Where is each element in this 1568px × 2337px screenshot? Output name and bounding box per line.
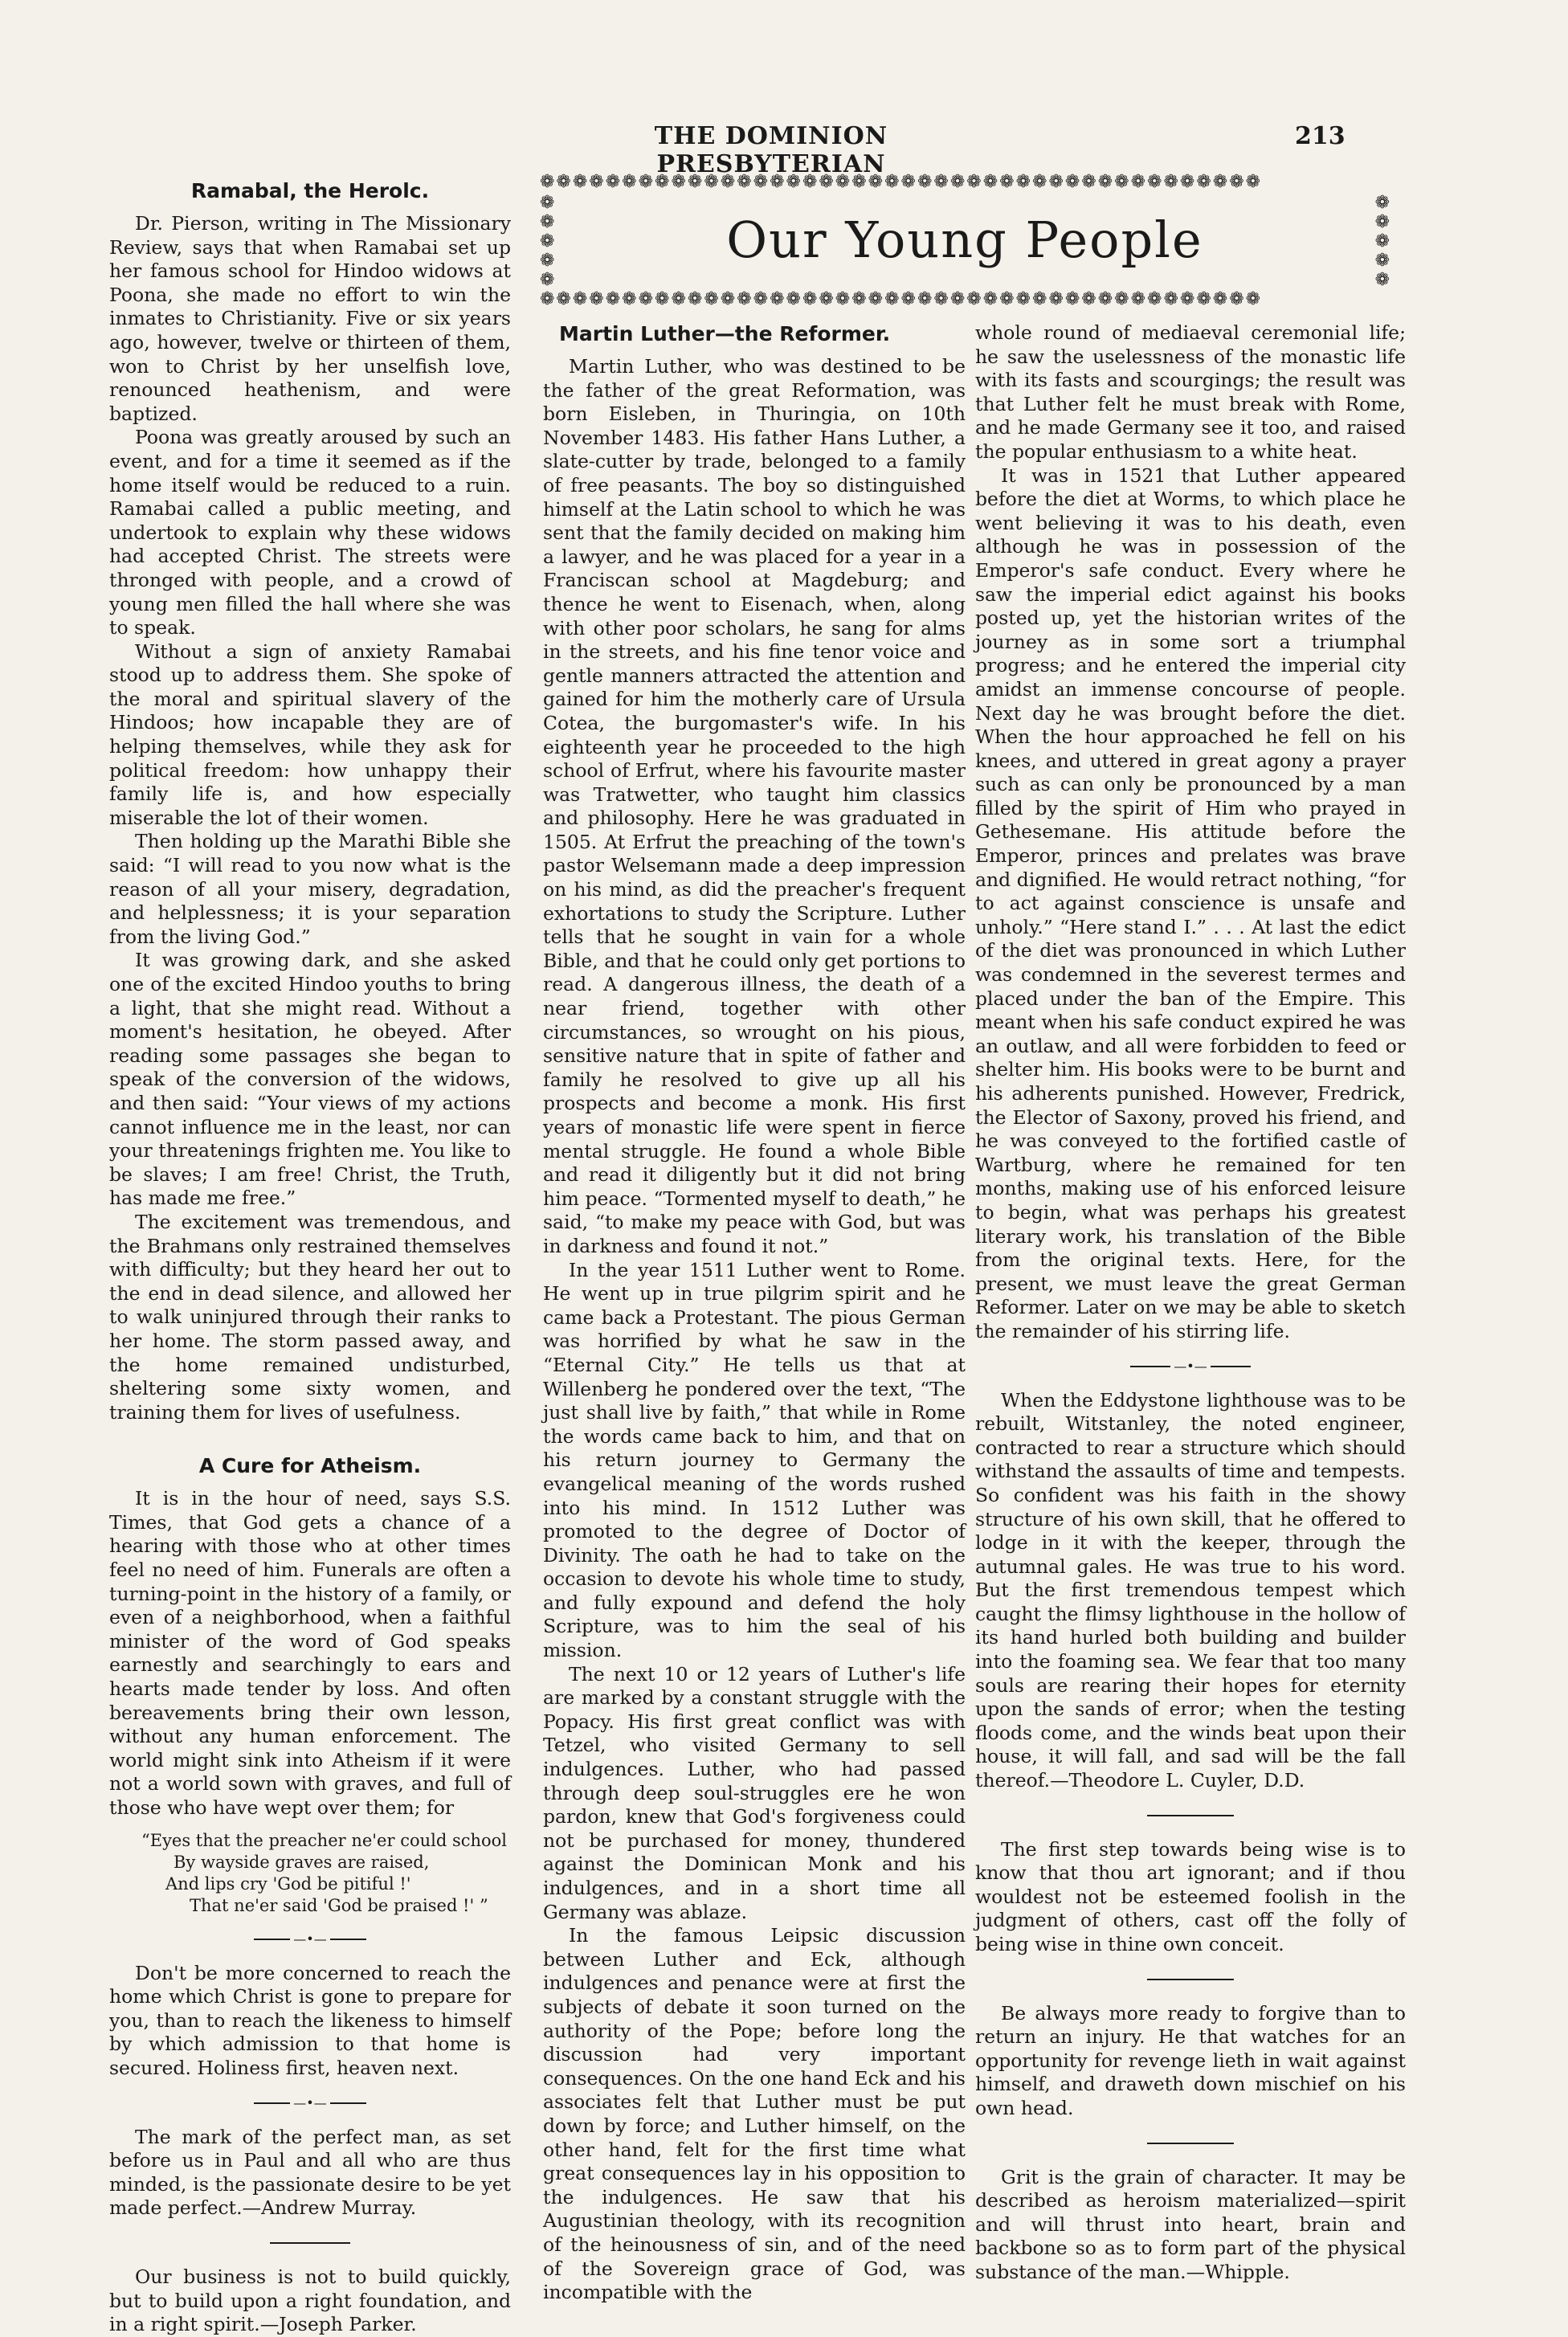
paragraph: Without a sign of anxiety Ramabai stood up to address them. She spoke of the moral and spiritual slavery of the Hindoos; how incapable they are of helping themselves, while they ask for political freedom: how unhappy their family life is, and how especially miserable the lot of their women. [109,639,511,829]
paragraph: The excitement was tremendous, and the Brahmans only restrained themselves with difficulty; but they heard her out to the end in dead silence, and allowed her to walk uninjured through their ranks to her home. The storm passed away, and the home remained undisturbed, sheltering some sixty women, and training them for lives of usefulness. [109,1210,511,1424]
eddystone-paragraph: When the Eddystone lighthouse was to be rebuilt, Witstanley, the noted engineer, contracted to rear a structure which should withstand the assaults of time and tempests. So confident was his faith in the showy structure of his own skill, that he offered to lodge in it with the keeper, through the autumnal gales. He was true to his word. But the first tremendous tempest which caught the flimsy lighthouse in the hollow of its hand hurled both building and builder into the foaming sea. We fear that too many souls are rearing their hopes for eternity upon the sands of error; when the testing floods come, and the winds beat upon their house, it will fall, and sad will be the fall thereof.—Theodore L. Cuyler, D.D. [975,1388,1406,1792]
parker-paragraph: Our business is not to build quickly, but to build upon a right foundation, and in a right spirit.—Joseph Parker. [109,2265,511,2336]
paragraph: In the year 1511 Luther went to Rome. He went up in true pilgrim spirit and he came back a Protestant. The pious German was horrified by what he saw in the “Eternal City.” He tells us that at Willenberg he pondered over the text, “The just shall live by faith,” that while in Rome the words came back to him, and that on his return journey to Germany the evangelical meaning of the words rushed into his mind. In 1512 Luther was promoted to the degree of Doctor of Divinity. The oath he had to take on the occasion to devote his whole time to study, and fully expound and defend the holy Scripture, was to him the seal of his mission. [543,1258,966,1662]
separator-ornament: —•— [1170,1358,1210,1374]
luther-continuation: It was in 1521 that Luther appeared before the diet at Worms, to which place he went believing it was to his death, even although he was in possession of the Emperor's safe conduct. Every where he saw the imperial edict against his books posted up, yet the historian writes of the journey as in some sort a triumphal progress; and he entered the imperial city amidst an immense concourse of people. Next day he was brought before the diet. When the hour approached he fell on his knees, and uttered in great agony a prayer such as can only be pronounced by a man filled by the spirit of Him who prayed in Gethesemane. His attitude before the Emperor, princes and prelates was brave and dignified. He would retract nothing, “for to act against conscience is unsafe and unholy.” “Here stand I.” . . . At last the edict of the diet was pronounced in which Luther was condemned in the severest termes and placed under the ban of the Empire. This meant when his safe conduct expired he was an outlaw, and all were forbidden to feed or shelter him. His books were to be burnt and his adherents punished. However, Fredrick, the Elector of Saxony, proved his friend, and he was conveyed to the fortified castle of Wartburg, where he remained for ten months, making use of his enforced leisure to begin, what was perhaps his greatest literary work, his translation of the Bible from the original texts. Here, for the present, we must leave the great German Reformer. Later on we may be able to sketch the remainder of his stirring life. [975,464,1406,1342]
separator-ornament: —•— [290,1931,329,1947]
section-banner [540,173,1390,309]
poem-line: That ne'er said 'God be praised !' ” [190,1895,488,1915]
grit-paragraph: Grit is the grain of character. It may be described as heroism materialized—spirit and will thrust into heart, brain and backbone so as to form part of the physical substance of the man.—Whipple. [975,2165,1406,2283]
banner-title: Our Young People [726,210,1203,269]
banner-ornament-right: ❁ ❁ ❁ ❁ ❁ [1374,193,1390,290]
atheism-title: A Cure for Atheism. [198,1454,422,1478]
separator [975,1355,1406,1378]
poem-line: By wayside graves are raised, [174,1852,430,1872]
separator [975,1804,1406,1827]
separator [109,1928,511,1951]
ramabai-article [109,212,511,1424]
paragraph: Dr. Pierson, writing in The Missionary Review, says that when Ramabai set up her famous school for Hindoo widows at Poona, she made no effort to win the inmates to Christianity. Five or six years ago, however, twelve or thirteen of them, won to Christ by her unselfish love, renounced heathenism, and were baptized. [109,212,511,425]
separator [975,1968,1406,1991]
poem [109,1830,511,1917]
luther-continuation: whole round of mediaeval ceremonial life; he saw the uselessness of the monastic life with its fasts and scourgings; the result was that Luther felt he must break with Rome, and he made Germany see it too, and raised the popular enthusiasm to a white heat. [975,321,1406,463]
poem-line: And lips cry 'God be pitiful !' [165,1873,411,1894]
wise-paragraph: The first step towards being wise is to know that thou art ignorant; and if thou wouldest not be esteemed foolish in the judgment of others, cast off the folly of being wise in thine own conceit. [975,1837,1406,1955]
right-column [975,321,1406,2285]
paragraph: Poona was greatly aroused by such an event, and for a time it seemed as if the home itself would be reduced to a ruin. Ramabai called a public meeting, and undertook to explain why these widows had accepted Christ. The streets were thronged with people, and a crowd of young men filled the hall where she was to speak. [109,426,511,639]
page-number: 213 [1295,122,1345,150]
paragraph: It was growing dark, and she asked one of the excited Hindoo youths to bring a light, that she might read. Without a moment's hesitation, he obeyed. After reading some passages she began to speak of the conversion of the widows, and then said: “Your views of my actions cannot influence me in the least, nor can your threatenings frighten me. You like to be slaves; I am free! Christ, the Truth, has made me free.” [109,949,511,1210]
murray-paragraph: The mark of the perfect man, as set before us in Paul and all who are thus minded, is the passionate desire to be yet made perfect.—Andrew Murray. [109,2125,511,2220]
concern-paragraph: Don't be more concerned to reach the home which Christ is gone to prepare for you, than to reach the likeness to himself by which admission to that home is secured. Holiness first, heaven next. [109,1961,511,2079]
separator-ornament: —•— [290,2095,329,2110]
banner-ornament-top: ❁❁❁❁❁❁❁❁❁❁❁❁❁❁❁❁❁❁❁❁❁❁❁❁❁❁❁❁❁❁❁❁❁❁❁❁❁❁❁❁❁❁❁❁ [540,173,1263,192]
paragraph: Martin Luther, who was destined to be the father of the great Reformation, was born Eisleben, in Thuringia, on 10th November 1483. His father Hans Luther, a slate-cutter by trade, belonged to a family of free peasants. The boy so distinguished himself at the Latin school to which he was sent that the family decided on making him a lawyer, and he was placed for a year in a Franciscan school at Magdeburg; and thence he went to Eisenach, when, along with other poor scholars, he sang for alms in the streets, and his fine tenor voice and gentle manners attracted the attention and gained for him the motherly care of Ursula Cotea, the burgomaster's wife. In his eighteenth year he proceeded to the high school of Erfrut, where his favourite master was Tratwetter, who taught him classics and philosophy. Here he was graduated in 1505. At Erfrut the preaching of the town's pastor Welsemann made a deep impression on his mind, as did the preacher's frequent exhortations to study the Scripture. Luther tells that he sought in vain for a whole Bible, and that he could only get portions to read. A dangerous illness, the death of a near friend, together with other circumstances, so wrought on his pious, sensitive nature that in spite of father and family he resolved to give up all his prospects and become a monk. His first years of monastic life were spent in fierce mental struggle. He found a whole Bible and read it diligently but it did not bring him peace. “Tormented myself to death,” he said, “to make my peace with God, but was in darkness and found it not.” [543,355,966,1257]
middle-column [543,321,966,2305]
left-column [109,178,511,2337]
separator [109,2232,511,2254]
banner-ornament-bottom: ❁❁❁❁❁❁❁❁❁❁❁❁❁❁❁❁❁❁❁❁❁❁❁❁❁❁❁❁❁❁❁❁❁❁❁❁❁❁❁❁❁❁❁❁ [540,290,1263,309]
paragraph: The next 10 or 12 years of Luther's life are marked by a constant struggle with the Popacy. His first great conflict was with Tetzel, who visited Germany to sell indulgences. Luther, who had passed through deep soul-struggles ere he won pardon, knew that God's forgiveness could not be purchased for money, thundered against the Dominican Monk and his indulgences, and in a short time all Germany was ablaze. [543,1662,966,1923]
paragraph: Then holding up the Marathi Bible she said: “I will read to you now what is the reason of all your misery, degradation, and helplessness; it is your separation from the living God.” [109,830,511,948]
running-head: THE DOMINION PRESBYTERIAN [654,122,888,178]
luther-title: Martin Luther—the Reformer. [559,322,891,345]
separator [975,2132,1406,2155]
atheism-paragraph: It is in the hour of need, says S.S. Times, that God gets a chance of a hearing with those who at other times feel no need of him. Funerals are often a turning-point in the history of a family, or even of a neighborhood, when a faithful minister of the word of God speaks earnestly and searchingly to ears and hearts made tender by loss. And often bereavements bring their own lesson, without any human enforcement. The world might sink into Atheism if it were not a world sown with graves, and full of those who have wept over them; for [109,1487,511,1819]
ramabai-title: Ramabal, the Herolc. [190,179,430,202]
forgive-paragraph: Be always more ready to forgive than to return an injury. He that watches for an opportunity for revenge lieth in wait against himself, and draweth down mischief on his own head. [975,2001,1406,2119]
paragraph: In the famous Leipsic discussion between Luther and Eck, although indulgences and penance were at first the subjects of debate it soon turned on the authority of the Pope; before long the discussion had very important consequences. On the one hand Eck and his associates felt that Luther must be put down by force; and Luther himself, on the other hand, felt for the first time what great consequences lay in his opposition to the indulgences. He saw that his Augustinian theology, with its recognition of the heinousness of sin, and of the need of the Sovereign grace of God, was incompatible with the [543,1924,966,2304]
poem-line: “Eyes that the preacher ne'er could school [141,1830,508,1850]
banner-ornament-left: ❁ ❁ ❁ ❁ ❁ [540,193,555,290]
separator [109,2092,511,2114]
